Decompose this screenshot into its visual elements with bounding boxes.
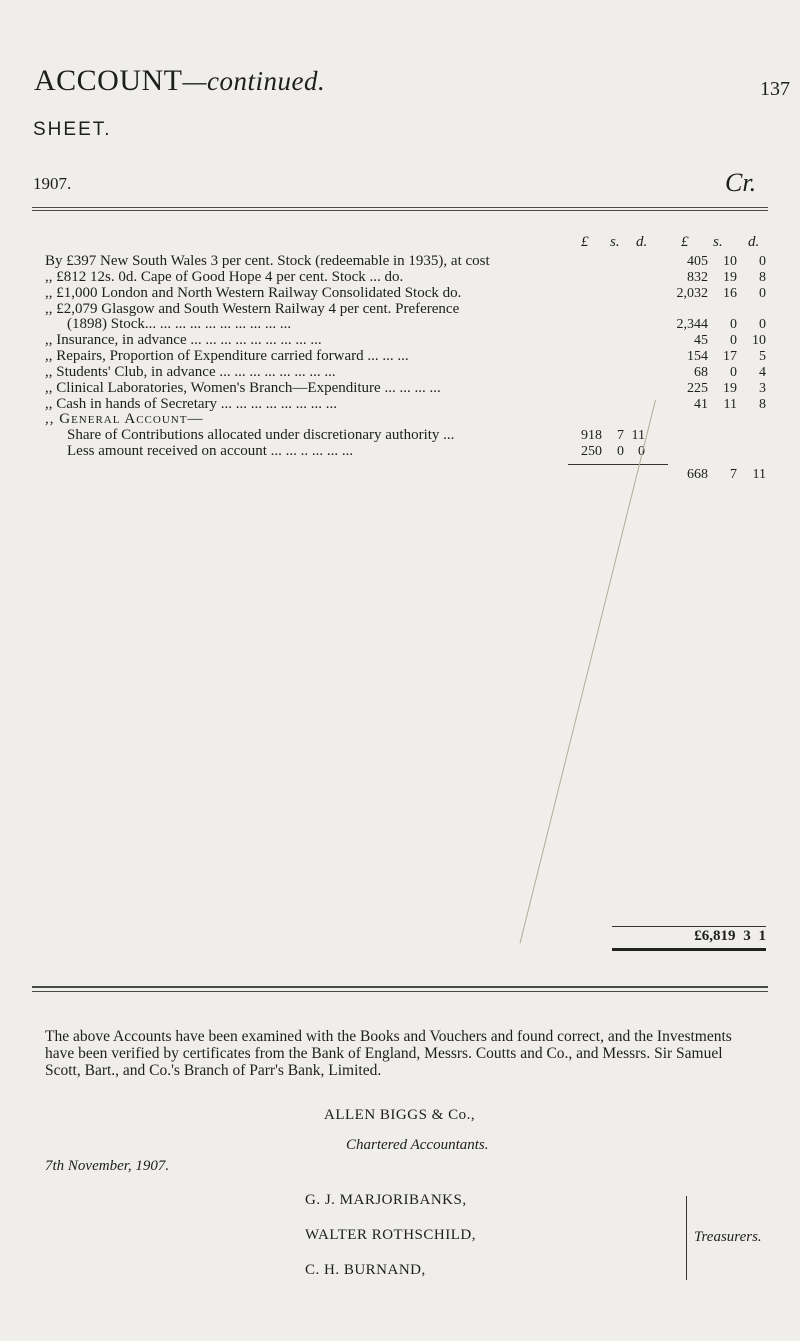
- amount-pence: 11: [752, 467, 766, 482]
- entry-text: ,, General Account—: [45, 411, 204, 427]
- amount-pounds: 668: [687, 467, 708, 482]
- col-inner-shillings: s.: [610, 234, 620, 250]
- entry-text: ,, £812 12s. 0d. Cape of Good Hope 4 per cent. Stock ... do.: [45, 269, 404, 285]
- year-label: 1907.: [33, 174, 72, 193]
- sheet-label: SHEET.: [33, 119, 112, 140]
- treasurers-brace: [676, 1196, 687, 1280]
- credit-side-label: Cr.: [725, 168, 757, 197]
- amount-shillings: 7: [730, 467, 737, 482]
- inner-amount-pence: 11: [631, 428, 645, 443]
- amount-pence: 8: [759, 397, 766, 412]
- treasurer-name: G. J. MARJORIBANKS,: [305, 1192, 467, 1208]
- amount-shillings: 19: [723, 270, 737, 285]
- entry-text: ,, £2,079 Glasgow and South Western Railway 4 per cent. Preference: [45, 301, 460, 317]
- amount-pence: 10: [752, 333, 766, 348]
- grand-total-double-rule: [612, 948, 766, 951]
- amount-pounds: 45: [694, 333, 708, 348]
- amount-pence: 3: [759, 381, 766, 396]
- col-inner-pounds: £: [581, 234, 589, 250]
- treasurer-name: C. H. BURNAND,: [305, 1262, 426, 1278]
- amount-pounds: 68: [694, 365, 708, 380]
- amount-pounds: 41: [694, 397, 708, 412]
- treasurers-label: Treasurers.: [694, 1229, 762, 1245]
- amount-shillings: 10: [723, 254, 737, 269]
- entry-text: By £397 New South Wales 3 per cent. Stock (redeemable in 1935), at cost: [45, 253, 490, 269]
- grand-total-rule: [612, 926, 766, 927]
- amount-shillings: 0: [730, 317, 737, 332]
- amount-pounds: 225: [687, 381, 708, 396]
- title-main: ACCOUNT: [34, 64, 183, 97]
- amount-shillings: 0: [730, 333, 737, 348]
- entry-text: Less amount received on account ... ... .. ... ... ...: [67, 443, 354, 459]
- page-number: 137: [760, 78, 790, 100]
- amount-pounds: 2,032: [676, 286, 708, 301]
- amount-shillings: 16: [723, 286, 737, 301]
- amount-pence: 5: [759, 349, 766, 364]
- amount-pounds: 405: [687, 254, 708, 269]
- entry-text: ,, Repairs, Proportion of Expenditure carried forward ... ... ...: [45, 348, 409, 364]
- amount-pounds: 2,344: [676, 317, 708, 332]
- inner-amount-shillings: 0: [617, 444, 624, 459]
- section-rule-bottom: [32, 991, 768, 992]
- col-inner-pence: d.: [636, 234, 648, 250]
- pencil-stroke: [520, 400, 656, 944]
- entry-text: ,, Clinical Laboratories, Women's Branch—Expenditure ... ... ... ...: [45, 380, 441, 396]
- amount-pence: 0: [759, 286, 766, 301]
- audit-note: The above Accounts have been examined with the Books and Vouchers and found correct, and the Investments have been verified by certificates from the Bank of England, Messrs. Coutts and Co., and Messrs. Sir Samuel Scott, Bart., and Co.'s Branch of Parr's Bank, Limited.: [45, 1028, 732, 1079]
- amount-pounds: 154: [687, 349, 708, 364]
- inner-amount-pounds: 918: [581, 428, 602, 443]
- header-rule-bottom: [32, 210, 768, 211]
- subtotal-rule: [568, 464, 668, 465]
- entry-text: (1898) Stock... ... ... ... ... ... ... ... ... ...: [67, 316, 292, 332]
- entry-text: ,, Insurance, in advance ... ... ... ... ... ... ... ... ...: [45, 332, 322, 348]
- entry-text: ,, £1,000 London and North Western Railway Consolidated Stock do.: [45, 285, 462, 301]
- col-outer-pounds: £: [681, 234, 689, 250]
- col-outer-shillings: s.: [713, 234, 723, 250]
- amount-pence: 0: [759, 317, 766, 332]
- section-rule-top: [32, 986, 768, 988]
- amount-pence: 8: [759, 270, 766, 285]
- header-rule-top: [32, 207, 768, 208]
- entry-text: Share of Contributions allocated under discretionary authority ...: [67, 427, 455, 443]
- amount-pence: 0: [759, 254, 766, 269]
- entry-text: ,, Students' Club, in advance ... ... ... ... ... ... ... ...: [45, 364, 336, 380]
- auditor-role: Chartered Accountants.: [346, 1137, 489, 1153]
- inner-amount-shillings: 7: [617, 428, 624, 443]
- amount-shillings: 11: [723, 397, 737, 412]
- amount-pence: 4: [759, 365, 766, 380]
- amount-shillings: 17: [723, 349, 737, 364]
- auditor-firm: ALLEN BIGGS & Co.,: [324, 1107, 476, 1123]
- amount-shillings: 0: [730, 365, 737, 380]
- page-title: [34, 64, 325, 98]
- grand-total: £6,819 3 1: [694, 928, 766, 944]
- title-suffix: —continued.: [182, 66, 326, 96]
- inner-amount-pounds: 250: [581, 444, 602, 459]
- col-outer-pence: d.: [748, 234, 760, 250]
- amount-pounds: 832: [687, 270, 708, 285]
- amount-shillings: 19: [723, 381, 737, 396]
- treasurer-name: WALTER ROTHSCHILD,: [305, 1227, 476, 1243]
- signing-date: 7th November, 1907.: [45, 1158, 170, 1174]
- entry-text: ,, Cash in hands of Secretary ... ... ... ... ... ... ... ...: [45, 396, 338, 412]
- inner-amount-pence: 0: [638, 444, 645, 459]
